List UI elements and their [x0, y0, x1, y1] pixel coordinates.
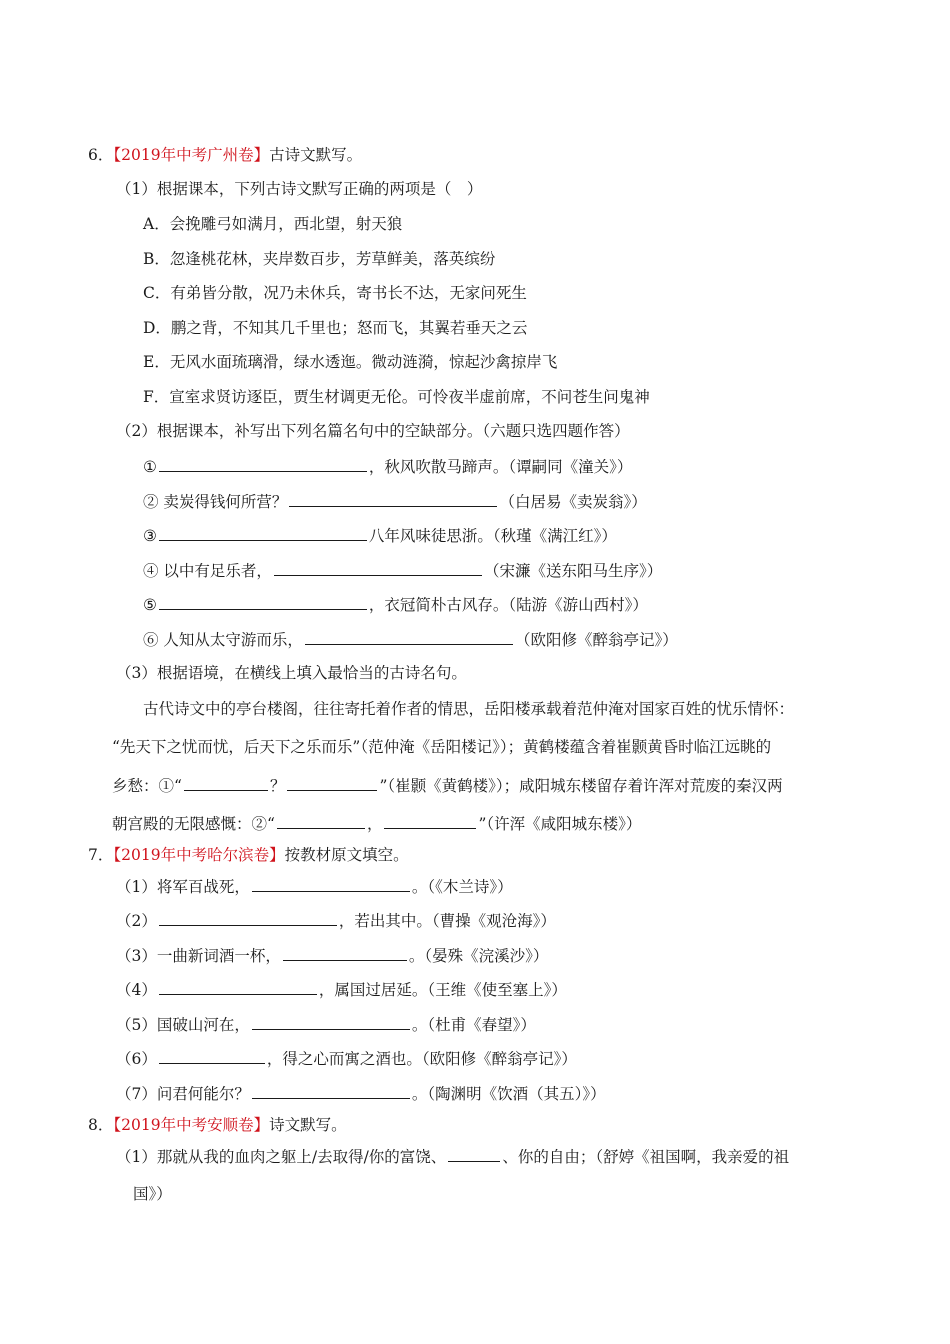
q8-number: 8．: [88, 1116, 114, 1134]
q6-fill-item: [143, 594, 648, 615]
q7-number: 7．: [88, 846, 114, 864]
q6-fill-item: [143, 491, 647, 512]
text-fragment: ”（崔颢《黄鹤楼》）；咸阳城东楼留存着许浑对荒废的秦汉两: [379, 777, 783, 795]
q7-fill-item: [116, 1048, 577, 1069]
fill-post: ，衣冠简朴古风存。（陆游《游山西村》）: [368, 596, 648, 614]
answer-blank[interactable]: [252, 1014, 410, 1030]
q6-fill-item: [143, 525, 617, 546]
fill-pre: ⑥ 人知从太守游而乐，: [143, 631, 303, 649]
fill-post: ，若出其中。（曹操《观沧海》）: [338, 912, 556, 930]
fill-post: ，属国过居延。（王维《使至塞上》）: [318, 981, 567, 999]
answer-blank[interactable]: [289, 491, 497, 507]
fill-post: 、你的自由；（舒婷《祖国啊，我亲爱的祖: [502, 1148, 790, 1166]
fill-pre: ④ 以中有足乐者，: [143, 562, 272, 580]
q8-continuation: 国》）: [133, 1185, 172, 1203]
answer-blank[interactable]: [159, 456, 367, 472]
q7-heading: [88, 845, 409, 865]
q6-title: 古诗文默写。: [269, 146, 363, 164]
q6-part3-text: 古代诗文中的亭台楼阁，往往寄托着作者的情思，岳阳楼承载着范仲淹对国家百姓的忧乐情怀：: [143, 700, 795, 718]
fill-post: 。（晏殊《浣溪沙》）: [408, 947, 549, 965]
q7-title: 按教材原文填空。: [284, 846, 409, 864]
q8-title: 诗文默写。: [269, 1116, 347, 1134]
q6-part1-prompt: （1）根据课本，下列古诗文默写正确的两项是（ ）: [116, 180, 483, 198]
fill-pre: （3）一曲新词酒一杯，: [116, 947, 281, 965]
fill-post: （欧阳修《醉翁亭记》）: [514, 631, 678, 649]
fill-pre: ② 卖炭得钱何所营？: [143, 493, 288, 511]
q6-part3-text: “先天下之忧而忧，后天下之乐而乐”（范仲淹《岳阳楼记》）；黄鹤楼蕴含着崔颢黄昏时临江远眺的: [112, 738, 772, 756]
answer-blank[interactable]: [448, 1146, 500, 1162]
q7-fill-item: [116, 1014, 536, 1035]
fill-post: （宋濂《送东阳马生序》）: [483, 562, 663, 580]
q6-fill-item: [143, 456, 632, 477]
fill-post: 八年风味徒思浙。（秋瑾《满江红》）: [368, 527, 617, 545]
q7-fill-item: [116, 979, 567, 1000]
fill-pre: （7）问君何能尔？: [116, 1085, 250, 1103]
fill-pre: （2）: [116, 912, 157, 930]
fill-post: ，秋风吹散马蹄声。（谭嗣同《潼关》）: [368, 458, 633, 476]
fill-pre: （1）将军百战死，: [116, 878, 250, 896]
q6-option-e: E．无风水面琉璃滑，绿水透迤。微动涟漪，惊起沙禽掠岸飞: [143, 353, 558, 371]
answer-blank[interactable]: [252, 1083, 410, 1099]
fill-post: （白居易《卖炭翁》）: [499, 493, 647, 511]
q6-option-c: C．有弟皆分散，况乃未休兵，寄书长不达，无家问死生: [143, 284, 527, 302]
answer-blank[interactable]: [159, 979, 317, 995]
answer-blank[interactable]: [283, 945, 407, 961]
q6-option-b: B．忽逢桃花林，夹岸数百步，芳草鲜美，落英缤纷: [143, 250, 496, 268]
answer-blank[interactable]: [252, 876, 410, 892]
fill-post: ，得之心而寓之酒也。（欧阳修《醉翁亭记》）: [266, 1050, 577, 1068]
answer-blank[interactable]: [384, 813, 476, 829]
fill-post: 。（《木兰诗》）: [411, 878, 513, 896]
text-fragment: ？: [269, 777, 286, 795]
text-fragment: ，: [366, 815, 383, 833]
q6-number: 6．: [88, 146, 114, 164]
fill-pre: ⑤: [143, 596, 157, 614]
q7-fill-item: [116, 1083, 606, 1104]
answer-blank[interactable]: [277, 813, 365, 829]
text-fragment: ”（许浑《咸阳城东楼》）: [478, 815, 642, 833]
answer-blank[interactable]: [159, 1048, 265, 1064]
q6-fill-item: [143, 629, 678, 650]
fill-pre: ③: [143, 527, 157, 545]
answer-blank[interactable]: [159, 525, 367, 541]
text-fragment: 朝宫殿的无限感慨：②“: [112, 815, 275, 833]
fill-pre: ①: [143, 458, 157, 476]
fill-pre: （1）那就从我的血肉之躯上/去取得/你的富饶、: [116, 1148, 447, 1166]
q6-heading: [88, 145, 362, 165]
q7-fill-item: [116, 876, 513, 897]
answer-blank[interactable]: [184, 775, 268, 791]
q7-fill-item: [116, 910, 556, 931]
fill-post: 。（杜甫《春望》）: [411, 1016, 536, 1034]
text-fragment: 乡愁：①“: [112, 777, 182, 795]
q6-fill-item: [143, 560, 662, 581]
q8-fill-item: [116, 1146, 789, 1167]
q8-heading: [88, 1115, 347, 1135]
answer-blank[interactable]: [159, 594, 367, 610]
answer-blank[interactable]: [305, 629, 513, 645]
q6-part3-text: [112, 813, 641, 834]
q6-source: 【2019年中考广州卷】: [113, 146, 270, 164]
q6-part3-text: [112, 775, 783, 796]
q6-part2-prompt: （2）根据课本，补写出下列名篇名句中的空缺部分。（六题只选四题作答）: [116, 422, 630, 440]
fill-pre: （6）: [116, 1050, 157, 1068]
fill-post: 。（陶渊明《饮酒（其五）》）: [411, 1085, 606, 1103]
answer-blank[interactable]: [274, 560, 482, 576]
q6-option-a: A．会挽雕弓如满月，西北望，射天狼: [143, 215, 403, 233]
fill-pre: （4）: [116, 981, 157, 999]
q6-option-f: F．宣室求贤访逐臣，贾生材调更无伦。可怜夜半虚前席，不问苍生问鬼神: [143, 388, 650, 406]
answer-blank[interactable]: [159, 910, 337, 926]
q7-source: 【2019年中考哈尔滨卷】: [113, 846, 285, 864]
answer-blank[interactable]: [287, 775, 377, 791]
fill-pre: （5）国破山河在，: [116, 1016, 250, 1034]
q6-part3-prompt: （3）根据语境，在横线上填入最恰当的古诗名句。: [116, 664, 467, 682]
q6-option-d: D．鹏之背，不知其几千里也；怒而飞，其翼若垂天之云: [143, 319, 528, 337]
q7-fill-item: [116, 945, 548, 966]
q8-source: 【2019年中考安顺卷】: [113, 1116, 270, 1134]
